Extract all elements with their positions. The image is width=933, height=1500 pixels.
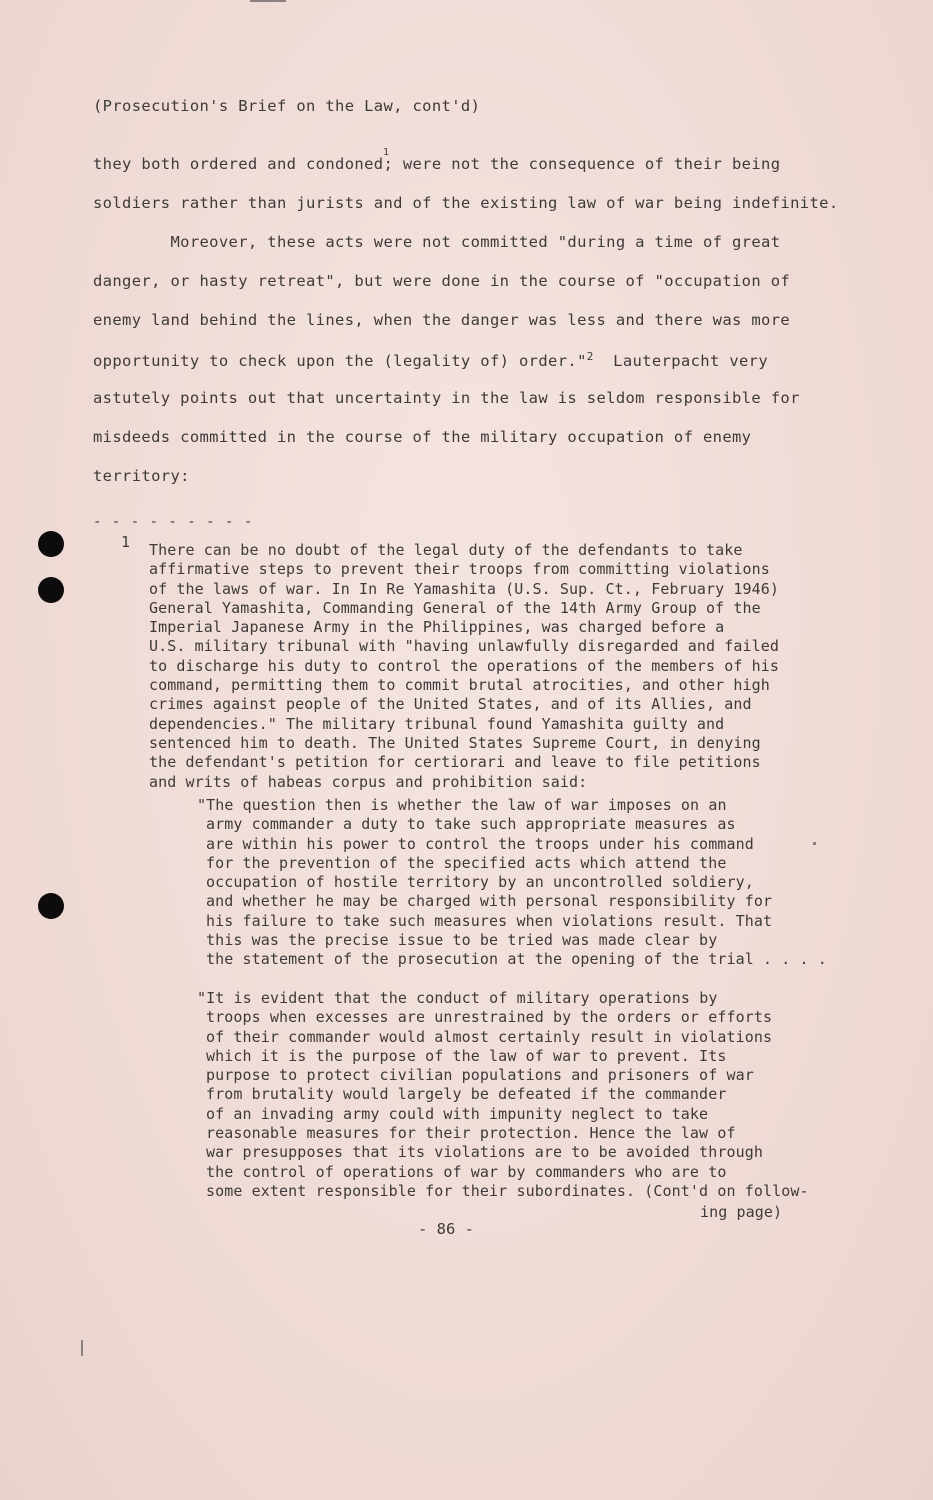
- quotation-line: some extent responsible for their subordinates. (Cont'd on follow-: [206, 1181, 809, 1200]
- body-line: misdeeds committed in the course of the military occupation of enemy: [93, 428, 752, 446]
- quotation-line: army commander a duty to take such appropriate measures as: [206, 815, 736, 834]
- quotation-line: and whether he may be charged with personal responsibility for: [206, 892, 773, 911]
- footnote-line: dependencies." The military tribunal found Yamashita guilty and: [149, 714, 725, 733]
- quotation-line: for the prevention of the specified acts which attend the: [206, 853, 727, 872]
- quotation-line: purpose to protect civilian populations and prisoners of war: [206, 1066, 754, 1085]
- body-line-text: opportunity to check upon the (legality of) order.": [93, 352, 587, 371]
- footnote-number: 1: [121, 533, 131, 551]
- body-line: enemy land behind the lines, when the danger was less and there was more: [93, 311, 791, 329]
- quotation-line: which it is the purpose of the law of war to prevent. Its: [206, 1046, 727, 1065]
- document-header: (Prosecution's Brief on the Law, cont'd): [93, 97, 481, 115]
- body-line: Moreover, these acts were not committed "during a time of great: [93, 233, 781, 251]
- quotation-line: troops when excesses are unrestrained by the orders or efforts: [206, 1008, 773, 1027]
- quotation-line: his failure to take such measures when violations result. That: [206, 911, 773, 930]
- quotation-line: occupation of hostile territory by an uncontrolled soldiery,: [206, 873, 754, 892]
- quotation-line: war presupposes that its violations are to be avoided through: [206, 1143, 763, 1162]
- footnote-reference-2: 2: [586, 350, 594, 363]
- punch-hole-middle: [38, 577, 64, 603]
- quotation-line: this was the precise issue to be tried was made clear by: [206, 931, 718, 950]
- footnote-line: of the laws of war. In In Re Yamashita (U.S. Sup. Ct., February 1946): [149, 579, 780, 598]
- footnote-reference-1: 1: [383, 147, 390, 158]
- quotation-line: of an invading army could with impunity neglect to take: [206, 1104, 709, 1123]
- footnote-line: command, permitting them to commit brutal atrocities, and other high: [149, 676, 770, 695]
- punch-hole-top: [38, 531, 64, 557]
- paper-speck: [81, 1340, 83, 1356]
- punch-hole-bottom: [38, 893, 64, 919]
- footnote-line: Imperial Japanese Army in the Philippines, was charged before a: [149, 618, 725, 637]
- body-line: astutely points out that uncertainty in the law is seldom responsible for: [93, 389, 800, 407]
- body-line: soldiers rather than jurists and of the existing law of war being indefinite.: [93, 194, 839, 212]
- body-line-continuation: Lauterpacht very: [613, 352, 769, 371]
- quotation-block-1: [197, 796, 827, 970]
- footnote-line: the defendant's petition for certiorari and leave to file petitions: [149, 753, 761, 772]
- footnote-line: and writs of habeas corpus and prohibition said:: [149, 772, 588, 791]
- footnote-line: U.S. military tribunal with "having unlawfully disregarded and failed: [149, 637, 780, 656]
- body-line-text: they both ordered and condoned; were not the consequence of their being: [93, 155, 781, 173]
- footnote-block: [149, 541, 779, 792]
- footnote-line: to discharge his duty to control the operations of the members of his: [149, 656, 780, 675]
- quotation-line: "It is evident that the conduct of military operations by: [197, 989, 718, 1007]
- body-line: [93, 350, 768, 370]
- quotation-line: the control of operations of war by commanders who are to: [206, 1162, 727, 1181]
- quotation-line: of their commander would almost certainly result in violations: [206, 1027, 773, 1046]
- footnote-separator: - - - - - - - - -: [93, 514, 254, 530]
- paper-speck: [250, 0, 286, 2]
- page-number: - 86 -: [418, 1220, 474, 1238]
- quotation-line: from brutality would largely be defeated if the commander: [206, 1085, 727, 1104]
- quotation-line: are within his power to control the troops under his command: [206, 834, 754, 853]
- continuation-tail: ing page): [700, 1203, 783, 1221]
- body-line: danger, or hasty retreat", but were done in the course of "occupation of: [93, 272, 791, 290]
- footnote-line: General Yamashita, Commanding General of the 14th Army Group of the: [149, 598, 761, 617]
- quotation-block-2: [197, 989, 809, 1201]
- body-line: territory:: [93, 467, 190, 485]
- footnote-line: sentenced him to death. The United States Supreme Court, in denying: [149, 733, 761, 752]
- body-line: [93, 155, 780, 173]
- footnote-line: There can be no doubt of the legal duty of the defendants to take: [149, 541, 743, 559]
- footnote-line: affirmative steps to prevent their troops from committing violations: [149, 560, 770, 579]
- footnote-line: crimes against people of the United States, and of its Allies, and: [149, 695, 752, 714]
- quotation-line: "The question then is whether the law of war imposes on an: [197, 796, 727, 814]
- quotation-line: the statement of the prosecution at the opening of the trial . . . .: [206, 950, 827, 969]
- quotation-line: reasonable measures for their protection. Hence the law of: [206, 1124, 736, 1143]
